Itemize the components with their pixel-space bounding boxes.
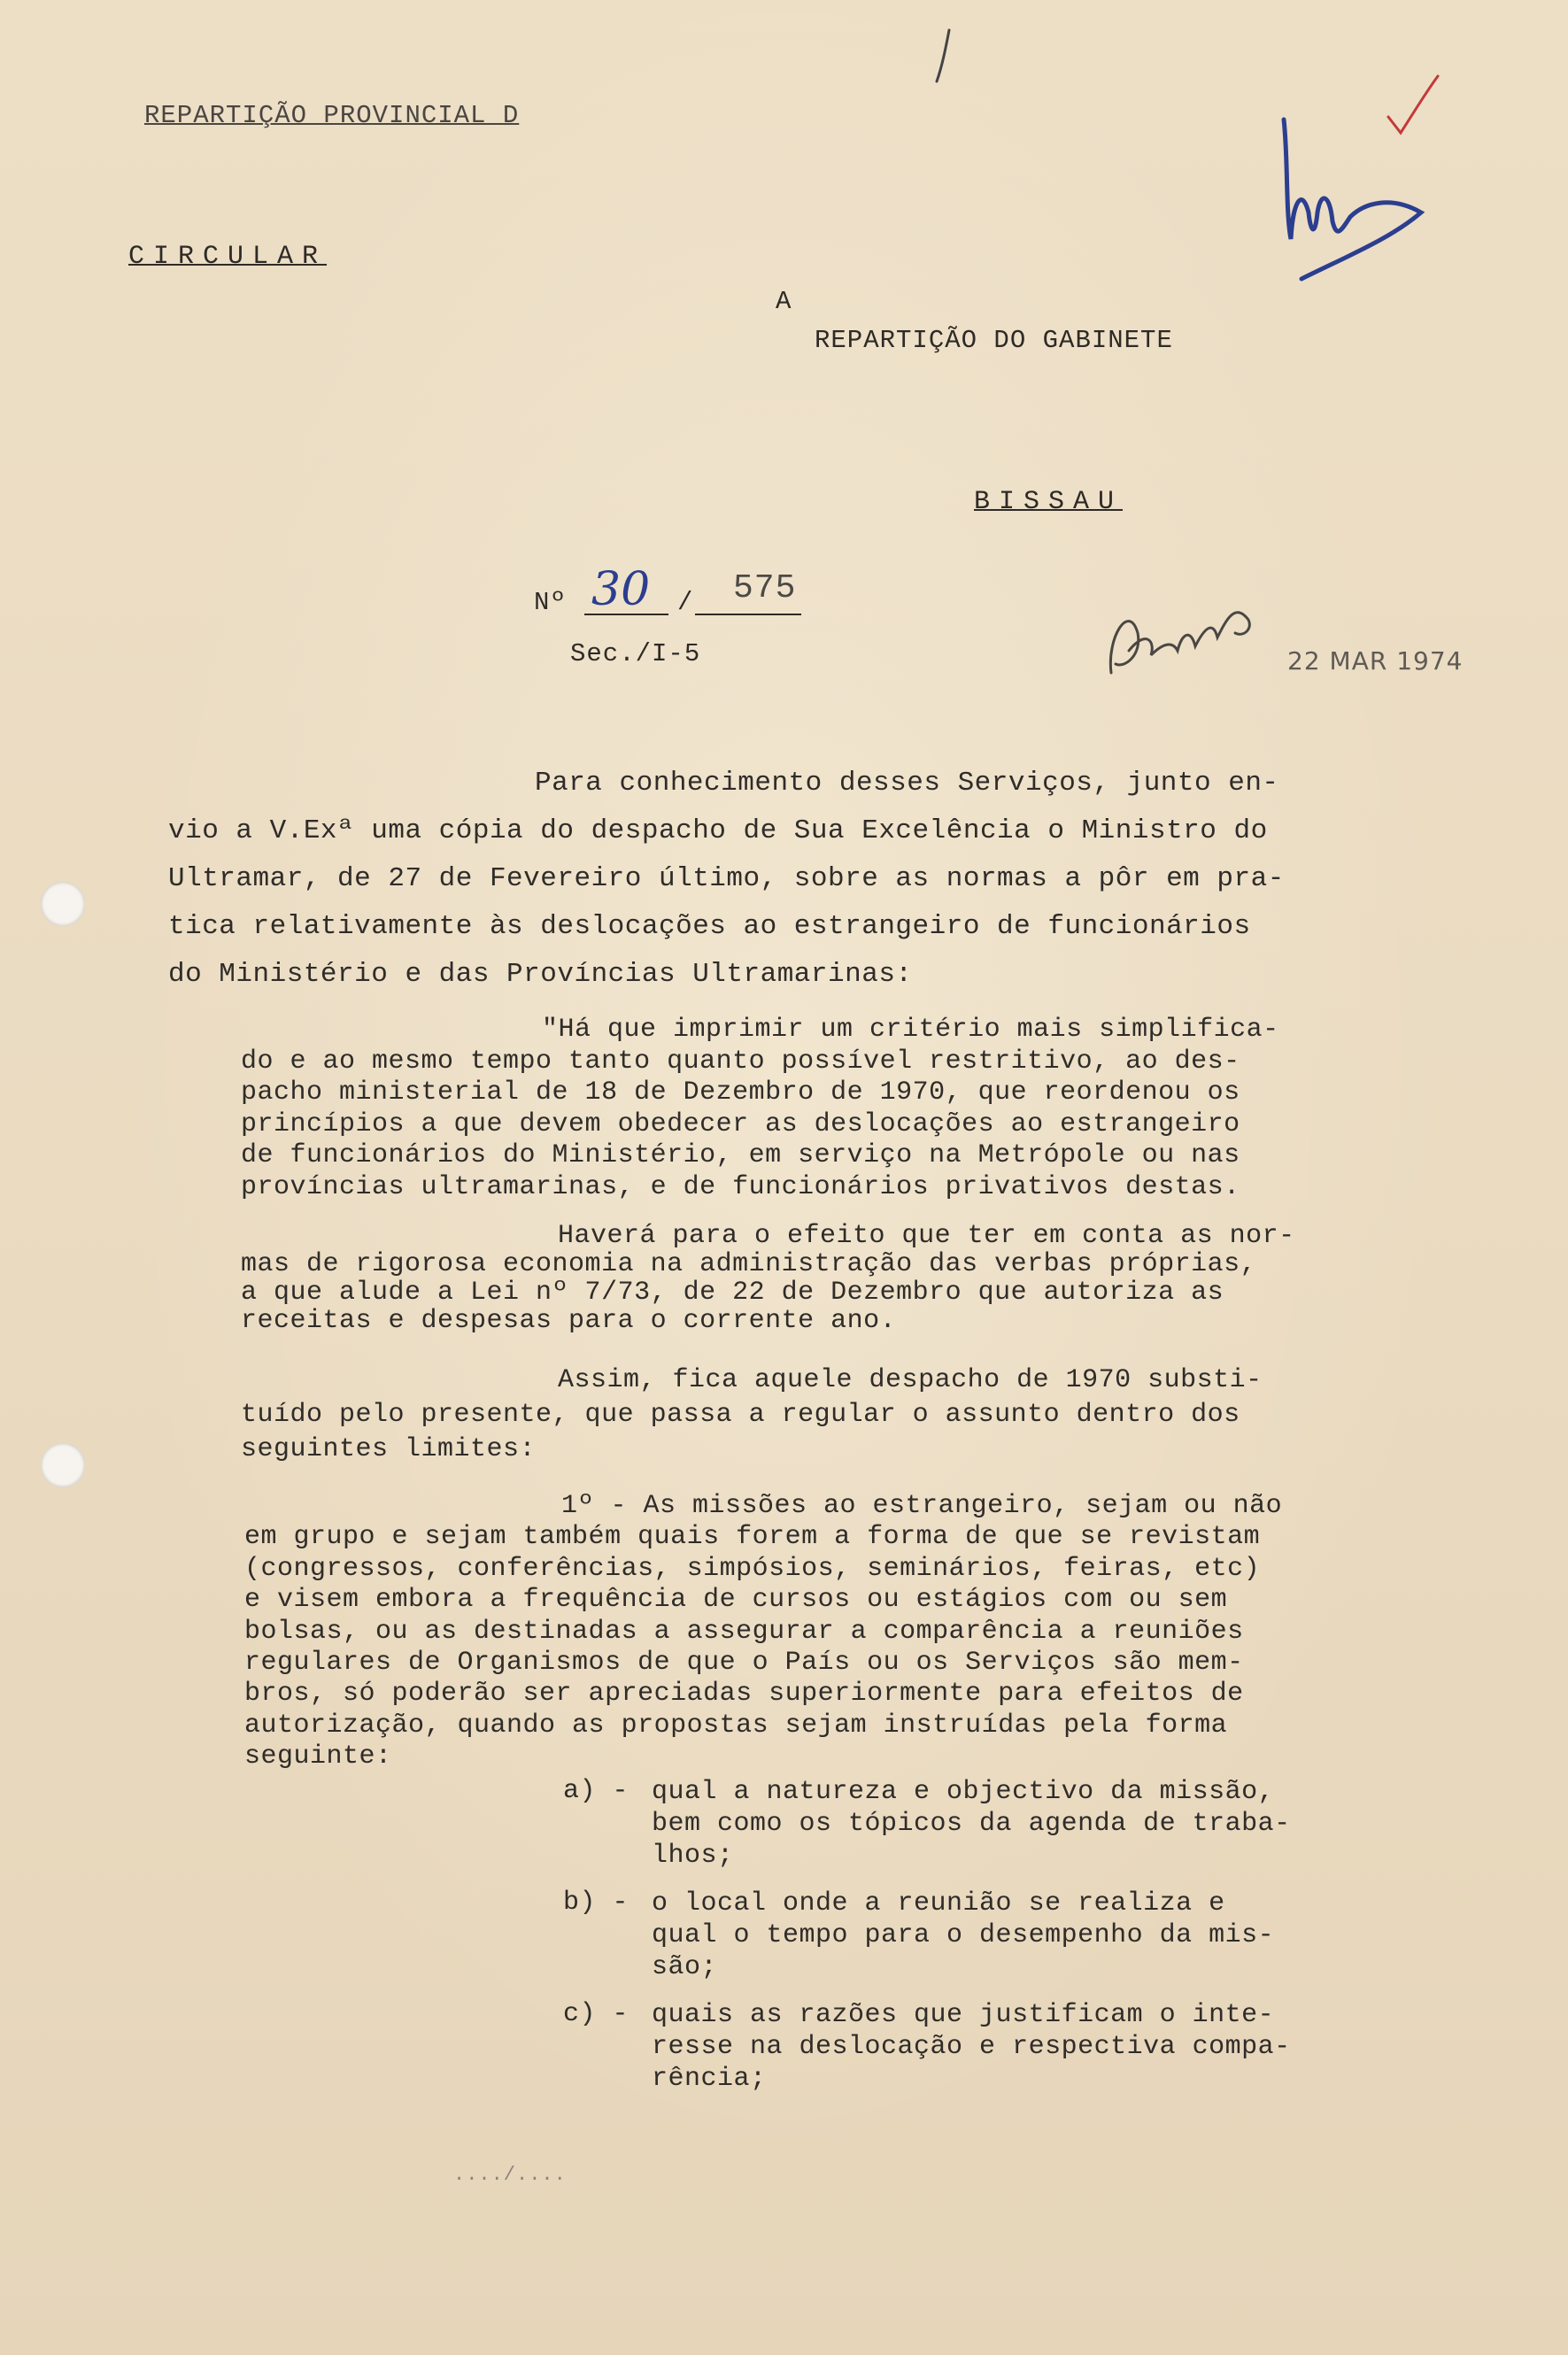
list-marker: b) - — [563, 1888, 630, 1918]
handwritten-signature — [1102, 567, 1271, 691]
quote-line: Haverá para o efeito que ter em conta as nor- — [558, 1221, 1295, 1251]
city: BISSAU — [974, 487, 1124, 517]
addressee: REPARTIÇÃO DO GABINETE — [815, 326, 1173, 355]
department-header: REPARTIÇÃO PROVINCIAL D — [144, 101, 520, 130]
number-handwritten: 30 — [591, 563, 651, 616]
number-underline — [584, 611, 806, 620]
continuation-mark: ..../.... — [453, 2164, 567, 2186]
quote-line: autorização, quando as propostas sejam instruídas pela forma — [244, 1710, 1228, 1741]
intro-line: Para conhecimento desses Serviços, junto en- — [535, 768, 1279, 799]
intro-line: vio a V.Exª uma cópia do despacho de Sua Excelência o Ministro do — [168, 815, 1268, 846]
doc-type-title: CIRCULAR — [128, 242, 328, 272]
quote-line: (congressos, conferências, simpósios, seminários, feiras, etc) — [244, 1553, 1261, 1584]
quote-line: princípios a que devem obedecer as deslocações ao estrangeiro — [241, 1108, 1240, 1139]
punch-hole-top — [41, 882, 85, 926]
quote-line: e visem embora a frequência de cursos ou estágios com ou sem — [244, 1585, 1228, 1616]
list-item-c — [563, 1999, 1360, 2105]
quote-line: províncias ultramarinas, e de funcionários privativos destas. — [241, 1171, 1240, 1202]
punch-hole-bottom — [41, 1443, 85, 1487]
intro-line: tica relativamente às deslocações ao estrangeiro de funcionários — [168, 911, 1251, 942]
list-item-line: são; — [652, 1952, 718, 1982]
list-item-line: bem como os tópicos da agenda de traba- — [652, 1809, 1291, 1839]
intro-line: do Ministério e das Províncias Ultramarinas: — [168, 959, 913, 990]
quote-line: a que alude a Lei nº 7/73, de 22 de Dezembro que autoriza as — [241, 1278, 1224, 1308]
list-item-line: resse na deslocação e respectiva compa- — [652, 2032, 1291, 2062]
number-slash: / — [677, 588, 694, 617]
number-typed: 575 — [733, 569, 797, 607]
pencil-mark-top — [930, 27, 956, 89]
number-label: Nº — [534, 588, 567, 617]
quote-line: mas de rigorosa economia na administração das verbas próprias, — [241, 1249, 1257, 1279]
list-item-line: rência; — [652, 2064, 767, 2094]
quote-line: tuído pelo presente, que passa a regular o assunto dentro dos — [241, 1400, 1240, 1430]
quote-paragraph-1 — [241, 1015, 1279, 1203]
list-item-line: qual a natureza e objectivo da missão, — [652, 1777, 1275, 1807]
list-item-b — [563, 1888, 1360, 1994]
quote-paragraph-3 — [241, 1363, 1263, 1467]
red-check-mark — [1381, 71, 1443, 142]
intro-paragraph — [168, 760, 1285, 999]
list-item-line: quais as razões que justificam o inte- — [652, 2000, 1275, 2030]
list-marker: a) - — [563, 1776, 630, 1806]
list-item-a — [563, 1776, 1360, 1882]
quote-line: bros, só poderão ser apreciadas superiormente para efeitos de — [244, 1679, 1244, 1710]
quote-line: "Há que imprimir um critério mais simplifica- — [542, 1015, 1279, 1045]
quote-line: regulares de Organismos de que o País ou os Serviços são mem- — [244, 1648, 1244, 1679]
quote-line: seguintes limites: — [241, 1434, 537, 1464]
intro-line: Ultramar, de 27 de Fevereiro último, sobre as normas a pôr em pra- — [168, 863, 1285, 894]
quote-line: em grupo e sejam também quais forem a forma de que se revistam — [244, 1522, 1261, 1553]
addressee-prefix: A — [776, 287, 792, 316]
quote-line: Assim, fica aquele despacho de 1970 substi- — [558, 1365, 1263, 1395]
quote-line: de funcionários do Ministério, em serviço na Metrópole ou nas — [241, 1140, 1240, 1170]
section-reference: Sec./I-5 — [570, 639, 701, 668]
quote-line: do e ao mesmo tempo tanto quanto possível restritivo, ao des- — [241, 1046, 1240, 1077]
date-stamp: 22 MAR 1974 — [1287, 646, 1464, 676]
quote-paragraph-2 — [241, 1222, 1295, 1335]
list-marker: c) - — [563, 1999, 630, 2029]
quote-paragraph-4 — [244, 1491, 1282, 1773]
list-item-line: o local onde a reunião se realiza e — [652, 1888, 1225, 1919]
quote-line: pacho ministerial de 18 de Dezembro de 1970, que reordenou os — [241, 1077, 1240, 1108]
quote-line: seguinte: — [244, 1741, 392, 1772]
quote-line: 1º - As missões ao estrangeiro, sejam ou não — [561, 1491, 1283, 1521]
quote-line: bolsas, ou as destinadas a assegurar a comparência a reuniões — [244, 1616, 1244, 1647]
list-item-line: qual o tempo para o desempenho da mis- — [652, 1920, 1275, 1950]
list-item-line: lhos; — [652, 1841, 734, 1871]
quote-line: receitas e despesas para o corrente ano. — [241, 1306, 897, 1336]
